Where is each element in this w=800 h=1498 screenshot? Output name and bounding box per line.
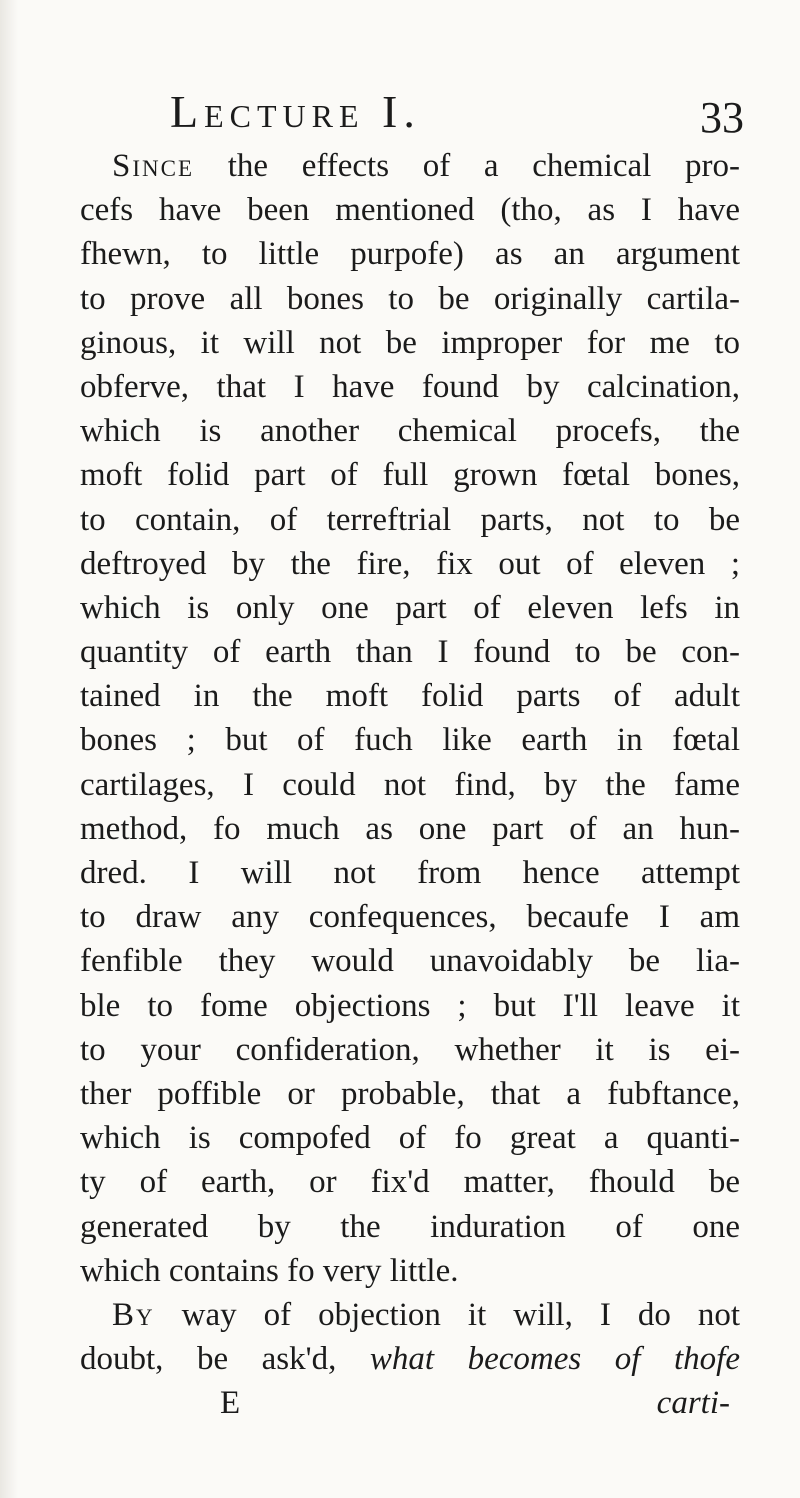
small-caps-opening: By (112, 1296, 155, 1333)
text-line: moft folid part of full grown fœtal bones, (80, 457, 740, 494)
text-line: which is compofed of fo great a quanti- (80, 1120, 740, 1157)
text-line: to prove all bones to be originally cartila- (80, 280, 740, 317)
text-line: to your confideration, whether it is ei- (80, 1031, 740, 1068)
text-line: deftroyed by the fire, fix out of eleven ; (80, 545, 740, 582)
text-line: which is another chemical procefs, the (80, 413, 740, 450)
catchline (80, 1381, 740, 1425)
italic-text: what becomes of thofe (369, 1341, 740, 1378)
catchword: carti- (656, 1385, 730, 1422)
first-line-rest: the effects of a chemical pro- (194, 148, 740, 184)
text-line: fhewn, to little purpofe) as an argument (80, 236, 740, 273)
text-line: ginous, it will not be improper for me to (80, 324, 740, 361)
paragraph-2-line-2 (80, 1337, 740, 1381)
paragraph-1-last-line: which contains fo very little. (80, 1252, 459, 1289)
text-line: quantity of earth than I found to be con- (80, 634, 740, 671)
text-line: obferve, that I have found by calcination, (80, 368, 740, 405)
text-line: ther poffible or probable, that a fubftance, (80, 1075, 740, 1112)
running-title: Lecture I. (170, 86, 421, 137)
roman-text: doubt, be ask'd, (80, 1341, 370, 1378)
text-line: cefs have been mentioned (tho, as I have (80, 192, 740, 229)
text-line: method, fo much as one part of an hun- (80, 810, 740, 847)
text-line: dred. I will not from hence attempt (80, 855, 740, 891)
text-line: generated by the induration of one (80, 1208, 740, 1245)
text-line: bones ; but of fuch like earth in fœtal (80, 722, 740, 759)
body-text (80, 144, 740, 1425)
small-caps-opening: Since (112, 148, 195, 184)
paragraph-2-first-line (80, 1293, 740, 1337)
text-line: tained in the moft folid parts of adult (80, 678, 740, 715)
text-line: ty of earth, or fix'd matter, fhould be (80, 1164, 740, 1201)
first-line-rest: way of objection it will, I do not (154, 1296, 740, 1333)
paragraph-1-first-line (80, 144, 740, 188)
signature-mark: E (220, 1385, 241, 1422)
text-line: to contain, of terreftrial parts, not to be (80, 501, 740, 538)
page-gutter-shadow (0, 0, 18, 1498)
text-line: which is only one part of eleven lefs in (80, 589, 740, 626)
running-head (0, 84, 800, 144)
page-number: 33 (700, 93, 744, 142)
text-line: cartilages, I could not find, by the fame (80, 766, 740, 803)
text-line: ble to fome objections ; but I'll leave it (80, 987, 740, 1024)
text-line: fenfible they would unavoidably be lia- (80, 943, 740, 980)
text-line: to draw any confequences, becaufe I am (80, 899, 740, 936)
